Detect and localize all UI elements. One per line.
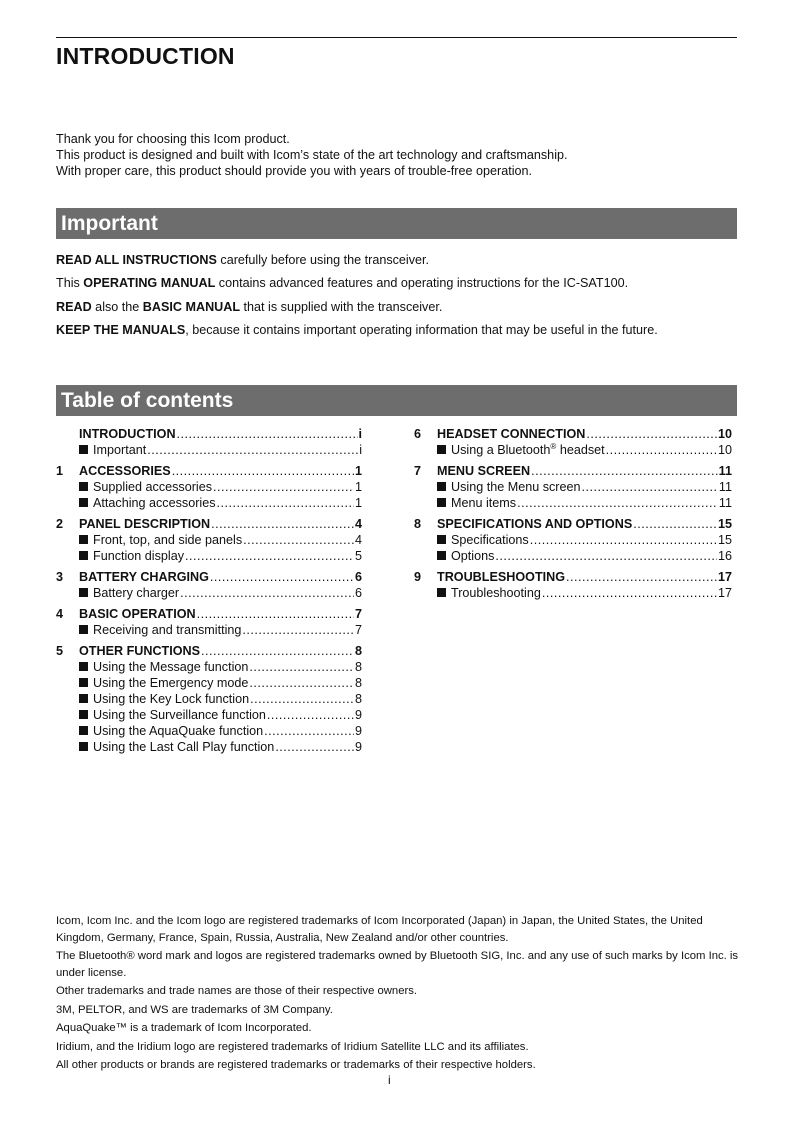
toc-subentry-title-text: Important	[93, 443, 147, 457]
toc-entry[interactable]	[414, 426, 732, 442]
toc-page-number: 15	[717, 517, 732, 531]
important-item-bold: KEEP THE MANUALS	[56, 323, 186, 337]
important-item-bold: READ ALL INSTRUCTIONS	[56, 253, 217, 267]
toc-section-number: 7	[414, 464, 422, 478]
toc-section	[414, 426, 732, 458]
toc-subentry-title	[451, 585, 541, 601]
square-bullet-icon	[79, 694, 88, 703]
toc-section-title: BATTERY CHARGING	[79, 570, 209, 584]
toc-subentry[interactable]	[414, 585, 732, 601]
toc-entry[interactable]	[414, 569, 732, 585]
toc-subentry[interactable]	[414, 532, 732, 548]
toc-subentry-title	[93, 442, 146, 458]
toc-leader-dots	[210, 569, 354, 585]
toc-subentry-title-text: Battery charger	[93, 586, 180, 600]
toc-subentry-title-text: Specifications	[451, 533, 529, 547]
toc-subentry[interactable]	[56, 659, 362, 675]
toc-section	[56, 569, 362, 601]
toc-subentry-title	[93, 675, 248, 691]
toc-page-number: 10	[717, 443, 732, 457]
toc-section-number: 9	[414, 570, 422, 584]
toc-leader-dots	[177, 426, 358, 442]
toc-section-title: PANEL DESCRIPTION	[79, 517, 211, 531]
toc-section-title: BASIC OPERATION	[79, 607, 196, 621]
toc-subentry[interactable]	[56, 739, 362, 755]
toc-leader-dots	[217, 495, 354, 511]
square-bullet-icon	[437, 482, 446, 491]
toc-page-number: 6	[354, 586, 362, 600]
toc-subentry-title	[93, 548, 184, 564]
important-item-text: carefully before using the transceiver.	[216, 253, 430, 267]
trademark-note: Other trademarks and trade names are those of their respective owners.	[56, 985, 418, 997]
toc-section	[414, 463, 732, 511]
toc-page-number: 5	[354, 549, 362, 563]
important-item-bold: READ	[56, 300, 92, 314]
toc-leader-dots	[243, 532, 354, 548]
square-bullet-icon	[79, 742, 88, 751]
square-bullet-icon	[79, 710, 88, 719]
toc-leader-dots	[185, 548, 354, 564]
square-bullet-icon	[79, 445, 88, 454]
important-item	[56, 300, 442, 314]
toc-page-number: 17	[717, 570, 732, 584]
toc-leader-dots	[201, 643, 354, 659]
toc-subentry[interactable]	[56, 532, 362, 548]
toc-leader-dots	[250, 691, 354, 707]
toc-subentry-title	[451, 495, 516, 511]
toc-page-number: 11	[718, 464, 732, 478]
toc-subentry-title-text: Function display	[93, 549, 185, 563]
toc-page-number: 10	[717, 427, 732, 441]
square-bullet-icon	[437, 498, 446, 507]
toc-section-number: 5	[56, 644, 64, 658]
toc-section	[56, 643, 362, 755]
toc-page-number: 4	[354, 533, 362, 547]
square-bullet-icon	[437, 445, 446, 454]
toc-right-column	[414, 426, 732, 606]
toc-subentry-title-text: Using the Last Call Play function	[93, 740, 275, 754]
toc-page-number: 16	[717, 549, 732, 563]
toc-leader-dots	[180, 585, 354, 601]
important-item-text: , because it contains important operating information that may be useful in the future.	[185, 323, 658, 337]
toc-leader-dots	[213, 479, 354, 495]
toc-page-number: 1	[354, 480, 362, 494]
toc-subentry-title	[451, 442, 605, 458]
toc-subentry[interactable]	[414, 548, 732, 564]
important-heading: Important	[56, 208, 737, 239]
toc-subentry-title	[93, 622, 241, 638]
toc-subentry-title	[93, 691, 249, 707]
toc-subentry-title	[451, 479, 581, 495]
square-bullet-icon	[437, 535, 446, 544]
toc-section	[56, 463, 362, 511]
toc-subentry-title	[93, 707, 266, 723]
toc-page-number: 8	[354, 676, 362, 690]
square-bullet-icon	[79, 625, 88, 634]
toc-entry[interactable]	[56, 643, 362, 659]
toc-subentry[interactable]	[56, 691, 362, 707]
toc-subentry[interactable]	[56, 548, 362, 564]
important-item-bold: OPERATING MANUAL	[83, 276, 216, 290]
toc-section-title: OTHER FUNCTIONS	[79, 644, 201, 658]
important-item-bold: BASIC MANUAL	[142, 300, 241, 314]
toc-subentry[interactable]	[414, 479, 732, 495]
important-item-text: contains advanced features and operating instructions for the IC-SAT100.	[215, 276, 629, 290]
toc-section-title: MENU SCREEN	[437, 464, 531, 478]
toc-leader-dots	[147, 442, 358, 458]
toc-subentry-title-text: headset	[556, 443, 605, 457]
page-number: i	[388, 1073, 391, 1087]
toc-leader-dots	[264, 723, 354, 739]
toc-subentry-title-text: Using the Emergency mode	[93, 676, 249, 690]
toc-subentry[interactable]	[414, 495, 732, 511]
toc-subentry-title-text: Attaching accessories	[93, 496, 216, 510]
toc-page-number: 8	[354, 692, 362, 706]
toc-leader-dots	[633, 516, 717, 532]
toc-subentry-title-text: Front, top, and side panels	[93, 533, 243, 547]
toc-leader-dots	[530, 532, 717, 548]
toc-entry[interactable]	[56, 463, 362, 479]
toc-left-column	[56, 426, 362, 760]
toc-page-number: 9	[354, 740, 362, 754]
important-item-text: also the	[91, 300, 143, 314]
toc-subentry-title-text: Options	[451, 549, 495, 563]
intro-line: This product is designed and built with Icom’s state of the art technology and craftsmanship.	[56, 148, 568, 162]
toc-leader-dots	[249, 675, 354, 691]
toc-leader-dots	[275, 739, 354, 755]
toc-section	[56, 606, 362, 638]
important-item	[56, 323, 658, 337]
toc-subentry-title	[451, 532, 529, 548]
square-bullet-icon	[79, 551, 88, 560]
trademark-note: All other products or brands are registered trademarks or trademarks of their respective holders.	[56, 1059, 536, 1071]
square-bullet-icon	[437, 588, 446, 597]
toc-page-number: 15	[717, 533, 732, 547]
toc-subentry-title-text: Using the AquaQuake function	[93, 724, 264, 738]
toc-subentry-title	[93, 659, 248, 675]
trademark-note: AquaQuake™ is a trademark of Icom Incorporated.	[56, 1022, 312, 1034]
toc-page-number: 4	[354, 517, 362, 531]
toc-leader-dots	[582, 479, 718, 495]
top-rule	[56, 37, 737, 38]
square-bullet-icon	[437, 551, 446, 560]
square-bullet-icon	[79, 726, 88, 735]
toc-page-number: i	[358, 427, 362, 441]
toc-section-number: 8	[414, 517, 422, 531]
toc-section	[56, 516, 362, 564]
toc-page-number: i	[359, 443, 362, 457]
toc-subentry-title	[93, 739, 274, 755]
trademark-note: Iridium, and the Iridium logo are registered trademarks of Iridium Satellite LLC and its affiliates.	[56, 1040, 529, 1053]
toc-subentry-title-text: Using the Menu screen	[451, 480, 581, 494]
toc-entry[interactable]	[56, 516, 362, 532]
toc-subentry[interactable]	[56, 622, 362, 638]
trademark-note: 3M, PELTOR, and WS are trademarks of 3M Company.	[56, 1003, 333, 1016]
toc-section-number: 4	[56, 607, 64, 621]
toc-section-title: HEADSET CONNECTION	[437, 427, 586, 441]
toc-subentry[interactable]	[56, 585, 362, 601]
toc-subentry[interactable]	[56, 707, 362, 723]
toc-subentry[interactable]	[56, 442, 362, 458]
toc-subentry-title-text: Supplied accessories	[93, 480, 213, 494]
toc-subentry-title-text: Troubleshooting	[451, 586, 541, 600]
toc-subentry-title	[93, 479, 212, 495]
intro-paragraph	[56, 131, 568, 179]
square-bullet-icon	[79, 498, 88, 507]
toc-heading: Table of contents	[56, 385, 737, 416]
toc-page-number: 1	[354, 496, 362, 510]
toc-page-number: 17	[717, 586, 732, 600]
toc-subentry-title	[93, 532, 242, 548]
toc-section-title: TROUBLESHOOTING	[437, 570, 566, 584]
toc-page-number: 9	[354, 708, 362, 722]
toc-subentry[interactable]	[414, 442, 732, 458]
toc-leader-dots	[211, 516, 354, 532]
toc-leader-dots	[495, 548, 717, 564]
toc-page-number: 6	[354, 570, 362, 584]
registered-mark: ®	[550, 441, 557, 451]
toc-leader-dots	[586, 426, 717, 442]
toc-page-number: 7	[354, 607, 362, 621]
toc-entry[interactable]	[56, 426, 362, 442]
toc-leader-dots	[566, 569, 717, 585]
square-bullet-icon	[79, 662, 88, 671]
toc-section	[414, 569, 732, 601]
toc-section-number: 2	[56, 517, 64, 531]
toc-subentry-title-text: Using a Bluetooth	[451, 443, 551, 457]
trademark-notes	[56, 913, 746, 1076]
toc-subentry[interactable]	[56, 495, 362, 511]
important-item-text: This	[56, 276, 84, 290]
toc-leader-dots	[517, 495, 718, 511]
toc-subentry-title	[93, 723, 263, 739]
toc-section-title: ACCESSORIES	[79, 464, 171, 478]
toc-subentry[interactable]	[56, 675, 362, 691]
toc-section-number: 1	[56, 464, 64, 478]
toc-leader-dots	[542, 585, 717, 601]
toc-subentry-title-text: Menu items	[451, 496, 517, 510]
toc-leader-dots	[172, 463, 354, 479]
trademark-note: Icom, Icom Inc. and the Icom logo are registered trademarks of Icom Incorporated (Japan) in Japan, the United States, the United Kingdom, Germany, France, Spain, Russia, Australia, New Zealand and/or other countries.	[56, 915, 703, 944]
toc-subentry-title-text: Using the Message function	[93, 660, 249, 674]
toc-leader-dots	[242, 622, 354, 638]
intro-line: With proper care, this product should provide you with years of trouble-free operation.	[56, 164, 533, 178]
toc-page-number: 9	[354, 724, 362, 738]
page-title: INTRODUCTION	[56, 43, 235, 69]
square-bullet-icon	[79, 482, 88, 491]
toc-subentry-title	[93, 495, 216, 511]
toc-entry[interactable]	[56, 606, 362, 622]
toc-leader-dots	[606, 442, 717, 458]
toc-entry[interactable]	[56, 569, 362, 585]
toc-section	[414, 516, 732, 564]
toc-section-number: 3	[56, 570, 64, 584]
toc-section-number: 6	[414, 427, 422, 441]
toc-page-number: 1	[354, 464, 362, 478]
toc-subentry[interactable]	[56, 723, 362, 739]
toc-leader-dots	[249, 659, 354, 675]
toc-section-title: INTRODUCTION	[79, 427, 176, 441]
toc-section-title: SPECIFICATIONS AND OPTIONS	[437, 517, 633, 531]
toc-leader-dots	[197, 606, 354, 622]
toc-subentry-title-text: Using the Surveillance function	[93, 708, 266, 722]
square-bullet-icon	[79, 535, 88, 544]
toc-page-number: 11	[718, 496, 732, 510]
toc-entry[interactable]	[414, 516, 732, 532]
toc-entry[interactable]	[414, 463, 732, 479]
toc-subentry-title	[93, 585, 179, 601]
toc-page-number: 8	[354, 644, 362, 658]
toc-page-number: 11	[718, 480, 732, 494]
toc-page-number: 7	[354, 623, 362, 637]
toc-subentry-title-text: Receiving and transmitting	[93, 623, 242, 637]
important-item	[56, 276, 628, 290]
important-item	[56, 253, 429, 267]
toc-subentry-title-text: Using the Key Lock function	[93, 692, 250, 706]
toc-leader-dots	[531, 463, 718, 479]
important-item-text: that is supplied with the transceiver.	[240, 300, 443, 314]
trademark-note: The Bluetooth® word mark and logos are registered trademarks owned by Bluetooth SIG, Inc. and any use of such marks by Icom Inc. is under license.	[56, 950, 739, 979]
toc-leader-dots	[267, 707, 354, 723]
square-bullet-icon	[79, 588, 88, 597]
toc-subentry-title	[451, 548, 494, 564]
intro-line: Thank you for choosing this Icom product.	[56, 132, 290, 146]
square-bullet-icon	[79, 678, 88, 687]
toc-section	[56, 426, 362, 458]
toc-subentry[interactable]	[56, 479, 362, 495]
toc-page-number: 8	[354, 660, 362, 674]
